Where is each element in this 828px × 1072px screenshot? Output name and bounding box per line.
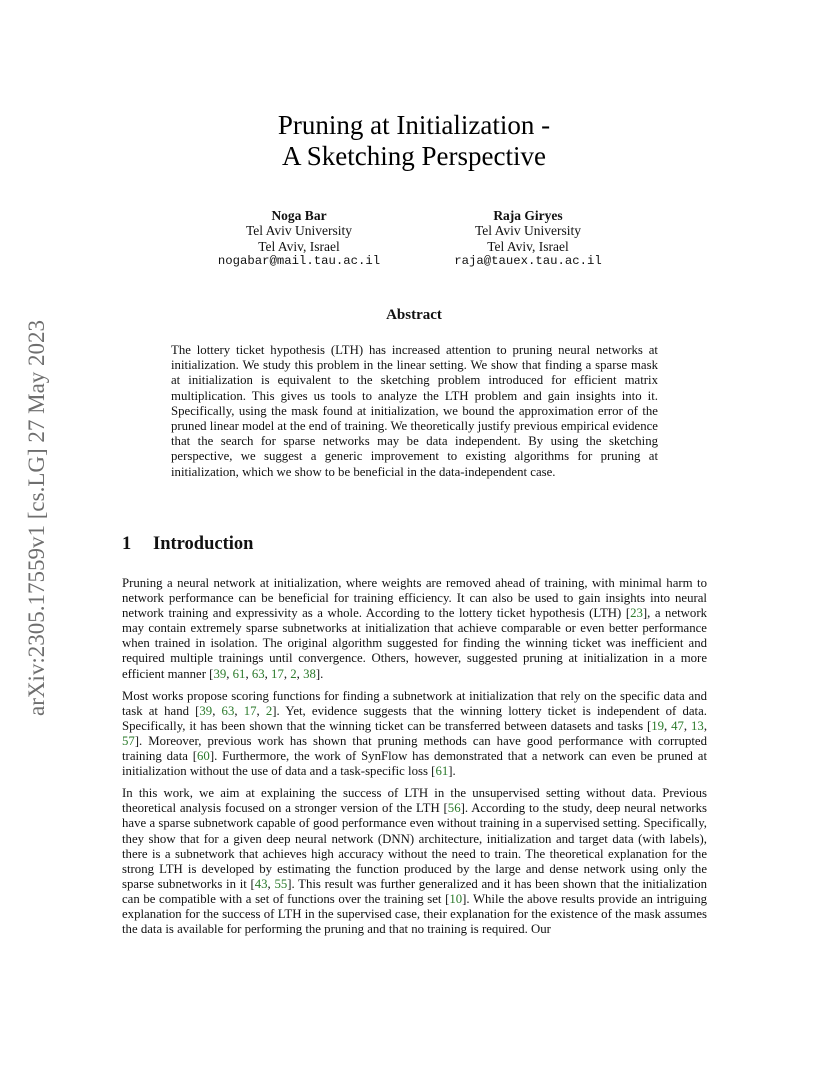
abstract-text: The lottery ticket hypothesis (LTH) has increased attention to pruning neural networks at initialization. We study this problem in the linear setting. We show that finding a sparse mask at initialization is equivalent to the sketching problem introduced for efficient matrix multiplication. This gives us tools to analyze the LTH problem and gain insights into it. Specifically, using the mask found at initialization, we bound the approximation error of the pruned linear model at the end of training. We theoretically justify previous empirical evidence that the search for sparse networks may be data independent. By using the sketching perspective, we suggest a generic improvement to existing algorithms for pruning at initialization, which we show to be beneficial in the data-independent case. bbox=[171, 343, 658, 479]
introduction-body bbox=[122, 576, 707, 944]
citation-link[interactable]: 19 bbox=[651, 718, 665, 733]
citation-link[interactable]: 39 bbox=[213, 666, 227, 681]
citation-link[interactable]: 17 bbox=[243, 703, 257, 718]
citation-link[interactable]: 63 bbox=[251, 666, 265, 681]
paragraph-text: In this work, we aim at explaining the success of LTH in the unsupervised setting without data. Previous theoretical analysis focused on a stronger version of the LTH [ bbox=[122, 786, 707, 816]
title-line-1: Pruning at Initialization - bbox=[277, 110, 551, 140]
paragraph-text: , bbox=[245, 666, 252, 681]
paragraph-text: , bbox=[267, 876, 275, 891]
paragraph-3 bbox=[122, 786, 707, 937]
paragraph-2 bbox=[122, 689, 707, 780]
paragraph-text: , bbox=[296, 666, 304, 681]
citation-link[interactable]: 38 bbox=[303, 666, 316, 681]
paragraph-text: ]. Yet, evidence suggests that the winning lottery ticket is independent of data. Specifically, it has been shown that the winning ticket can be transferred between datasets and tasks [ bbox=[122, 703, 707, 733]
author-location: Tel Aviv, Israel bbox=[487, 238, 569, 254]
citation-link[interactable]: 61 bbox=[435, 764, 449, 779]
paragraph-text: ]. This result was further generalized and it has been shown that the initialization can be compatible with a set of functions over the training set [ bbox=[122, 876, 707, 906]
citation-link[interactable]: 60 bbox=[197, 749, 210, 764]
paragraph-text: ]. Moreover, previous work has shown that pruning methods can have good performance with corrupted training data [ bbox=[122, 733, 707, 764]
paragraph-1 bbox=[122, 576, 707, 682]
paragraph-text: , bbox=[283, 666, 291, 681]
author-affiliation: Tel Aviv University bbox=[474, 223, 582, 239]
section-heading bbox=[122, 534, 253, 555]
author-email[interactable]: raja@tauex.tau.ac.il bbox=[454, 253, 602, 268]
author-block-2 bbox=[408, 208, 648, 269]
paragraph-text: ]. Furthermore, the work of SynFlow has demonstrated that a network can even be pruned at initialization without the use of data and a task-specific loss [ bbox=[122, 749, 708, 779]
author-affiliation: Tel Aviv University bbox=[245, 223, 353, 239]
paragraph-text: Most works propose scoring functions for finding a subnetwork at initialization that rely on the specific data and task at hand [ bbox=[122, 688, 707, 718]
author-location: Tel Aviv, Israel bbox=[258, 238, 340, 254]
citation-link[interactable]: 56 bbox=[447, 801, 461, 816]
paragraph-text: , bbox=[226, 666, 233, 681]
citation-link[interactable]: 61 bbox=[232, 666, 246, 681]
abstract-heading: Abstract bbox=[386, 307, 442, 323]
paragraph-text: ]. bbox=[315, 666, 324, 681]
citation-link[interactable]: 63 bbox=[221, 703, 235, 718]
paragraph-text: , bbox=[683, 718, 692, 733]
paragraph-text: ], a network may contain extremely sparse subnetworks at initialization that achieve comparable or even better performance when trained in isolation. The original algorithm suggested for finding the winning ticket was inefficient and required multiple trainings until convergence. Others, however, suggested pruning at initialization in a more efficient manner [ bbox=[122, 606, 707, 681]
citation-link[interactable]: 43 bbox=[254, 876, 268, 891]
paragraph-text: ]. While the above results provide an intriguing explanation for the success of LTH in the supervised case, their explanation for the existence of the mask assumes the data is available for performing the pruning and that no training is required. Our bbox=[122, 891, 707, 937]
paragraph-text: Pruning a neural network at initialization, where weights are removed ahead of training, with minimal harm to network performance can be beneficial for training efficiency. It can also be used to gain insights into neural network training and expressivity as a whole. According to the lottery ticket hypothesis (LTH) [ bbox=[122, 576, 707, 621]
paragraph-text: ]. bbox=[448, 764, 456, 779]
citation-link[interactable]: 2 bbox=[290, 666, 297, 681]
paragraph-text: ]. According to the study, deep neural networks have a sparse subnetwork capable of good performance even without training in a supervised setting. Specifically, they show that for a given deep neural network (DNN) architecture, initialization and target data (with labels), there is a subnetwork that achieves high accuracy without the need to train. The theoretical explanation for the strong LTH is developed by estimating the function produced by the large and dense network using only the sparse subnetworks in it [ bbox=[122, 801, 707, 891]
citation-link[interactable]: 39 bbox=[199, 703, 213, 718]
paragraph-text: , bbox=[703, 718, 708, 733]
author-block-1 bbox=[179, 208, 419, 269]
author-name: Raja Giryes bbox=[493, 208, 563, 223]
citation-link[interactable]: 2 bbox=[265, 703, 273, 718]
citation-link[interactable]: 13 bbox=[691, 718, 704, 733]
citation-link[interactable]: 17 bbox=[271, 666, 284, 681]
arxiv-identifier: arXiv:2305.17559v1 [cs.LG] 27 May 2023 bbox=[24, 319, 49, 717]
section-number: 1 bbox=[122, 534, 132, 554]
author-name: Noga Bar bbox=[271, 208, 327, 223]
section-title: Introduction bbox=[153, 534, 254, 554]
paragraph-text: , bbox=[234, 703, 244, 718]
citation-link[interactable]: 10 bbox=[449, 891, 463, 906]
paper-title bbox=[0, 110, 828, 172]
title-line-2: A Sketching Perspective bbox=[282, 141, 546, 171]
citation-link[interactable]: 47 bbox=[671, 718, 684, 733]
paragraph-text: , bbox=[264, 666, 272, 681]
paragraph-text: , bbox=[664, 718, 672, 733]
citation-link[interactable]: 23 bbox=[630, 606, 643, 621]
citation-link[interactable]: 57 bbox=[122, 733, 135, 748]
paragraph-text: , bbox=[256, 703, 266, 718]
paragraph-text: , bbox=[212, 703, 222, 718]
citation-link[interactable]: 55 bbox=[274, 876, 288, 891]
author-email[interactable]: nogabar@mail.tau.ac.il bbox=[217, 253, 381, 268]
